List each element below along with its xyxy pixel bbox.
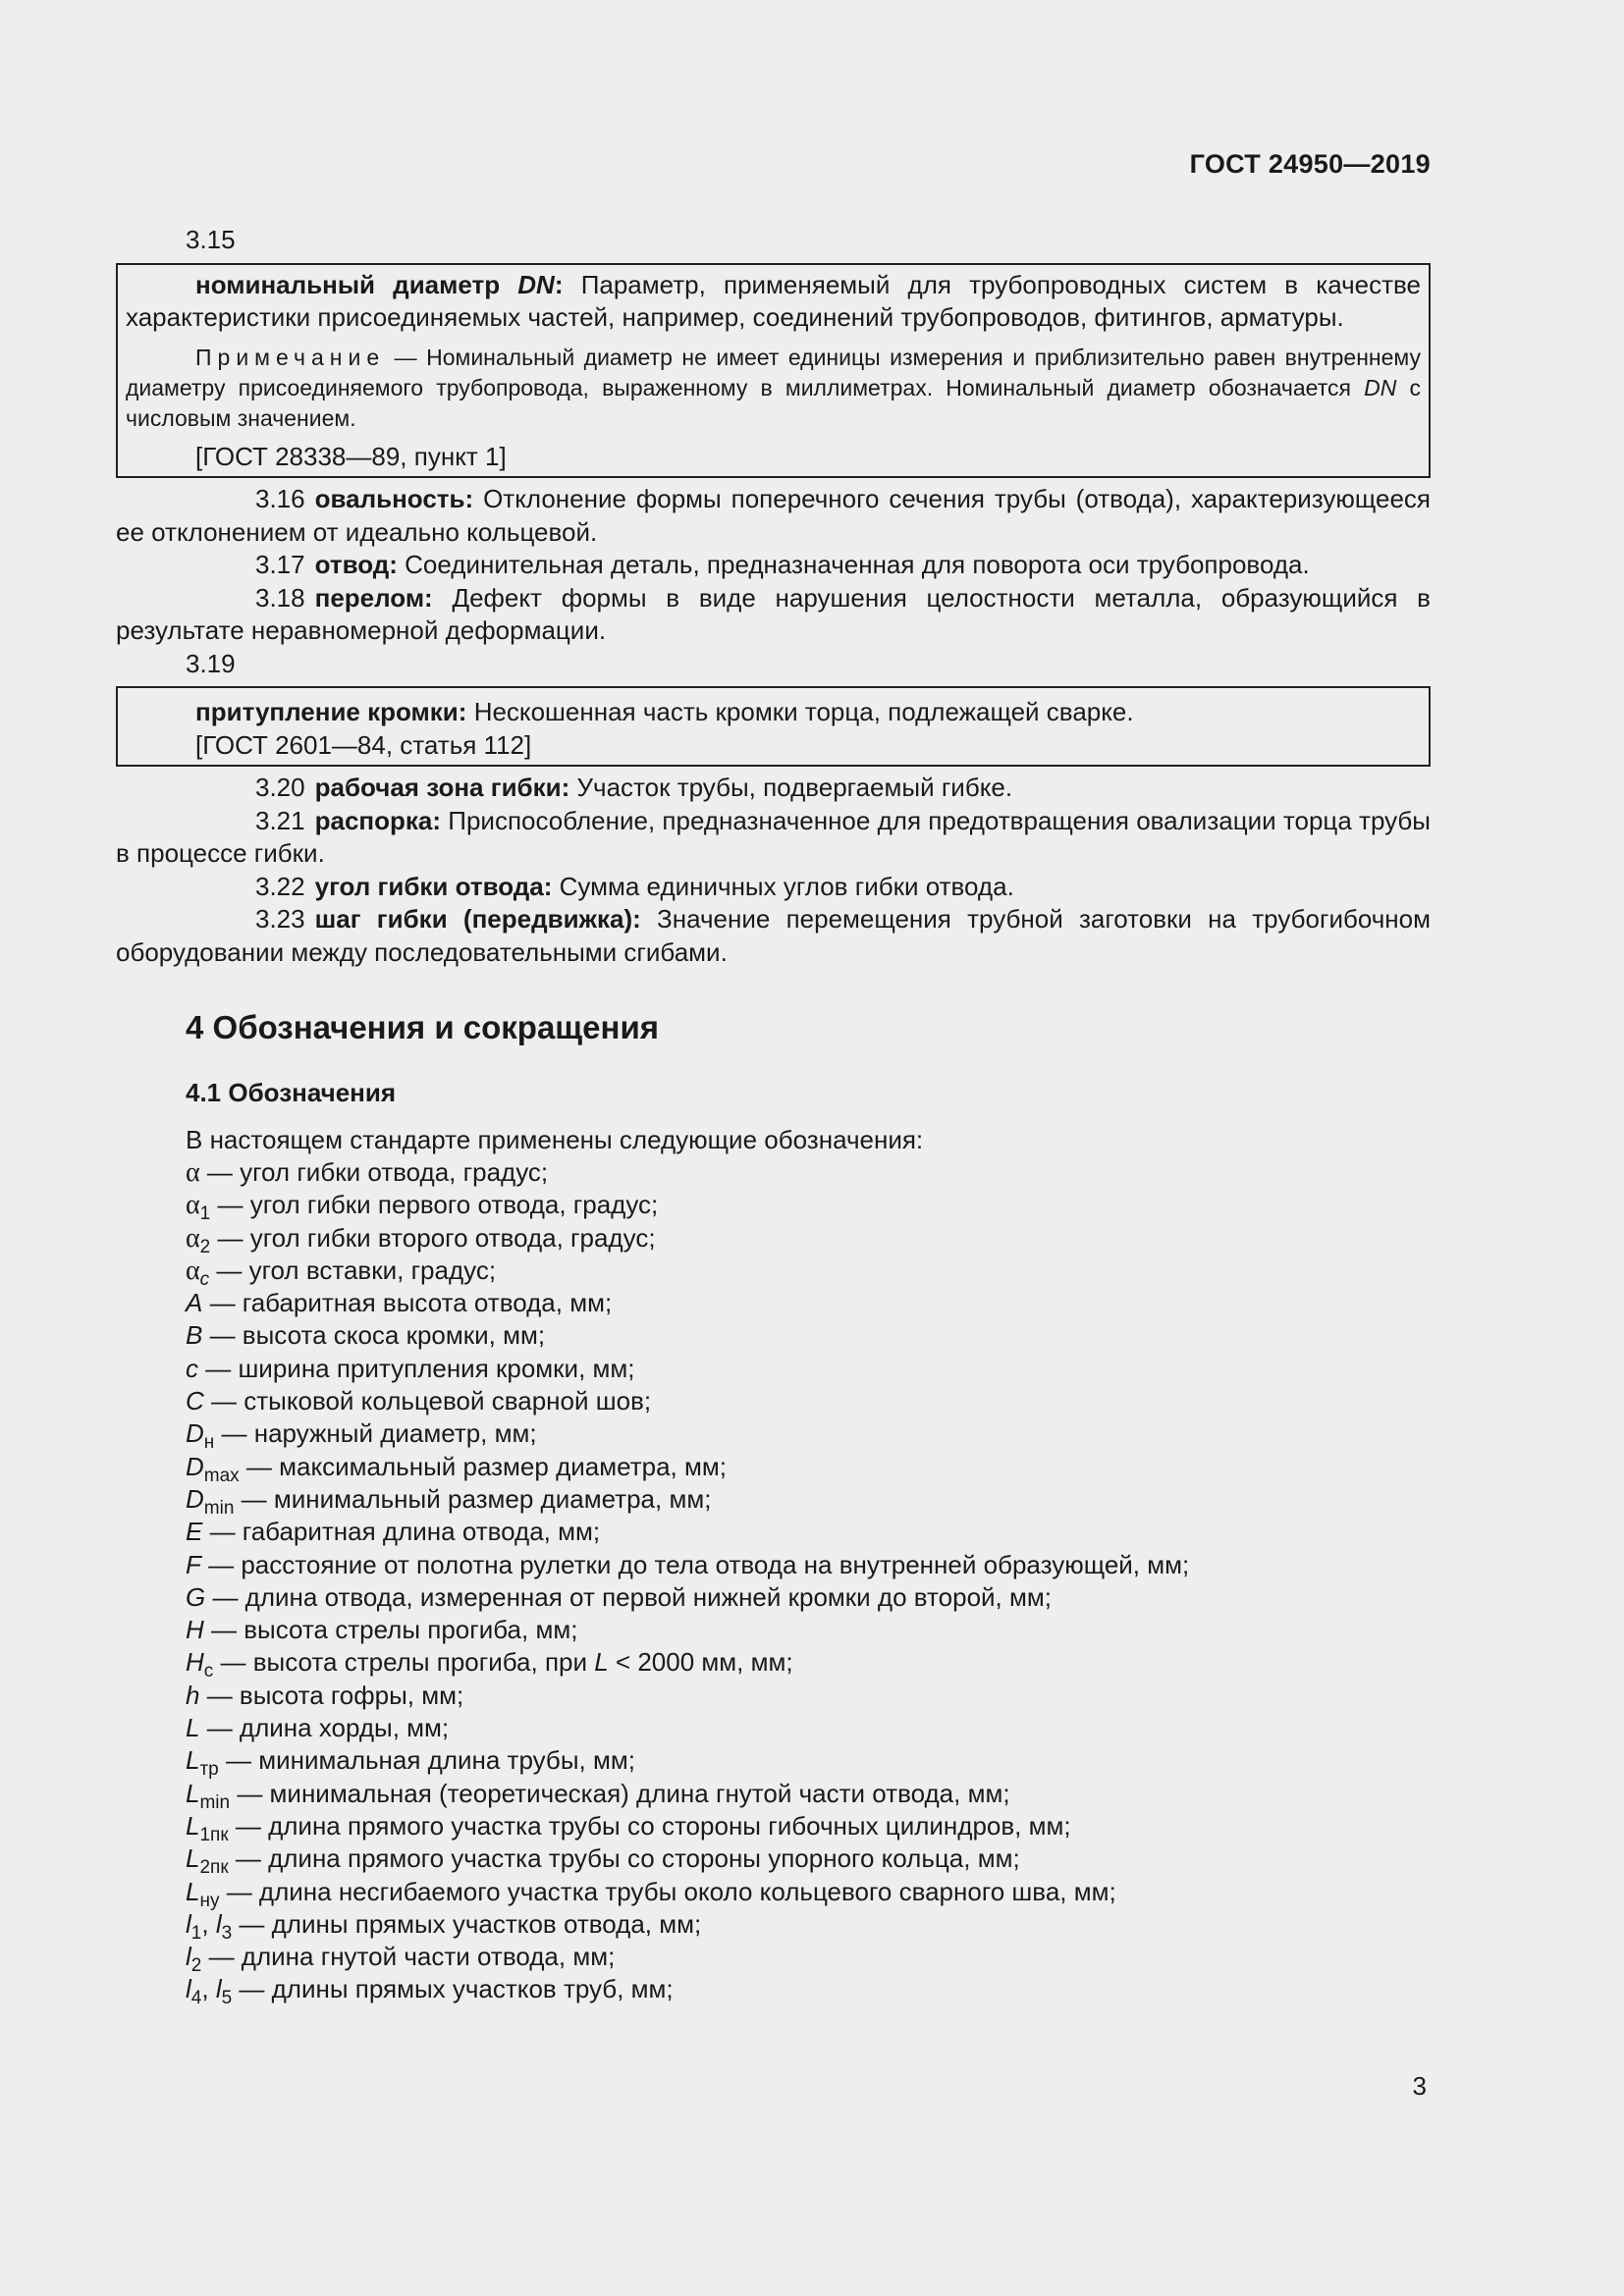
definition: Параметр, применяемый для трубопроводных систем в качестве характеристики присоединяемых частей, например, соединений трубопроводов, фитингов, арматуры. [126,269,1421,332]
symbol-item: $l_1$, $l_3$ — длины прямых участков отвода, мм; [186,1908,702,1944]
symbol-description: — длина гнутой части отвода, мм; [201,1942,616,1972]
symbol-description: — высота скоса кромки, мм; [202,1320,546,1351]
symbol-subscript: н [203,1432,215,1454]
symbol-description: — высота гофры, мм; [199,1680,464,1710]
symbol-description: — ширина притупления кромки, мм; [198,1353,635,1383]
definition: Дефект формы в виде нарушения целостности металла, образующийся в результате неравномерной деформации. [116,582,1431,645]
term: притупление кромки: [195,697,467,726]
symbol-item [186,1483,1431,1519]
symbol: H [186,1615,204,1645]
symbol-item [186,1549,1431,1581]
term: перелом: [314,582,433,613]
symbol: α [186,1222,200,1254]
symbol-item: $l_4$, $l_5$ — длины прямых участков труб, мм; [186,1974,674,2009]
symbol-item [186,1516,1431,1548]
symbol: α [186,1255,200,1286]
symbol: l [186,1908,191,1939]
symbol: A [186,1288,203,1318]
symbol: L [186,1843,200,1874]
definition: Нескошенная часть кромки торца, подлежащей сварке. [473,697,1134,726]
term: рабочая зона гибки: [314,773,570,802]
symbol: l [186,1942,191,1972]
term: овальность: [314,484,474,513]
symbol-item [186,1417,1431,1454]
symbol-subscript: 1 [190,1922,202,1944]
definition-paragraph [126,269,1421,335]
symbol-item [186,1353,1431,1385]
entry-3-22: 3.22 угол гибки отвода: Сумма единичных углов гибки отвода. [255,871,1014,901]
symbol: L [594,1647,609,1678]
symbol-description: — длина хорды, мм; [199,1713,450,1743]
symbol-subscript: 5 [221,1988,233,2009]
symbol-item [186,1451,1431,1486]
symbol: D [186,1483,204,1514]
symbol: L [186,1745,200,1776]
term: номинальный диаметр DN: [195,269,564,299]
symbol: α [186,1157,200,1188]
symbol-description: — высота стрелы прогиба, мм; [203,1615,578,1645]
symbol: D [186,1418,204,1449]
symbol-description: — длина прямого участка трубы со стороны гибочных цилиндров, мм; [228,1810,1071,1841]
definition-paragraph [126,696,1421,729]
definition: Приспособление, предназначенное для предотвращения овализации торца трубы в процессе гибки. [116,805,1431,868]
symbol: E [186,1517,203,1547]
page-number: 3 [1412,2071,1427,2101]
symbol-item [186,1810,1431,1845]
symbol: L [186,1876,200,1906]
symbol-item [186,1287,1431,1319]
symbol-item [186,1581,1431,1614]
symbol: L [186,1778,200,1808]
symbol-item [186,1876,1431,1911]
symbol-item [186,1614,1431,1646]
symbol-description: — максимальный размер диаметра, мм; [239,1451,727,1481]
symbol-subscript: 1пк [199,1824,229,1845]
entry-3-18: 3.18 перелом: Дефект формы в виде нарушения целостности металла, образующийся в результате неравномерной деформации. [116,582,1431,645]
term: отвод: [314,550,398,579]
symbol-description: — минимальная длина трубы, мм; [218,1745,635,1776]
entry-number: 3.19 [186,648,236,678]
symbol-subscript: 2пк [199,1857,229,1879]
symbol-description: — габаритная длина отвода, мм; [202,1517,601,1547]
definition: Отклонение формы поперечного сечения трубы (отвода), характеризующееся ее отклонением от идеально кольцевой. [116,484,1431,547]
symbol-subscript: min [199,1791,231,1813]
symbol-description: — высота стрелы прогиба, при [213,1647,595,1678]
symbol-description: — угол гибки первого отвода, градус; [210,1190,659,1220]
symbol: L [186,1810,200,1841]
symbol-description: — угол вставки, градус; [209,1255,497,1285]
symbol-description: — длина несгибаемого участка трубы около кольцевого сварного шва, мм; [219,1876,1116,1906]
source-citation: [ГОСТ 2601—84, статья 112] [195,729,532,760]
entry-number: 3.15 [186,225,236,254]
symbol-description: — габаритная высота отвода, мм; [202,1288,613,1318]
section-heading: 4 Обозначения и сокращения [186,1009,659,1045]
symbol-subscript: тр [199,1759,219,1781]
term: угол гибки отвода: [314,871,553,901]
symbol-item [186,1941,1431,1977]
symbol: l [186,1974,191,2004]
symbol: G [186,1581,206,1612]
entry-3-20: 3.20 рабочая зона гибки: Участок трубы, подвергаемый гибке. [255,773,1013,802]
symbol-subscript: 4 [190,1988,202,2009]
symbol-item [186,1778,1431,1813]
symbol-subscript: ну [199,1890,220,1911]
symbol-description: — стыковой кольцевой сварной шов; [203,1386,652,1416]
symbol-description: — расстояние от полотна рулетки до тела отвода на внутренней образующей, мм; [200,1549,1190,1579]
symbol: C [186,1386,204,1416]
symbol-description: — длина отвода, измеренная от первой нижней кромки до второй, мм; [205,1581,1052,1612]
definition: Участок трубы, подвергаемый гибке. [576,773,1013,802]
symbol-item [186,1156,1431,1189]
symbol-item [186,1255,1431,1290]
symbol-subscript: max [203,1465,240,1486]
symbol: L [186,1713,200,1743]
symbol-description: — угол гибки второго отвода, градус; [210,1222,656,1253]
entry-3-16: 3.16 овальность: Отклонение формы поперечного сечения трубы (отвода), характеризующееся ее отклонением от идеально кольцевой. [116,484,1431,547]
term: распорка: [314,805,442,835]
symbol-description: — длины прямых участков труб, мм; [232,1974,674,2004]
subsection-heading: 4.1 Обозначения [186,1078,397,1107]
definition: Соединительная деталь, предназначенная для поворота оси трубопровода. [405,550,1310,579]
symbol: h [186,1680,200,1710]
symbol-description: — угол гибки отвода, градус; [199,1157,549,1187]
symbol: c [186,1353,198,1383]
symbol-description: — наружный диаметр, мм; [214,1418,537,1449]
symbol: α [186,1190,200,1221]
symbol-description: — минимальная (теоретическая) длина гнутой части отвода, мм; [230,1778,1010,1808]
symbol-subscript: 2 [199,1236,211,1257]
symbol: H [186,1647,204,1678]
symbol-item [186,1319,1431,1352]
entry-3-23: 3.23 шаг гибки (передвижка): Значение перемещения трубной заготовки на трубогибочном оборудовании между последовательными сгибами. [116,904,1431,967]
symbol: D [186,1451,204,1481]
symbol-item [186,1712,1431,1744]
symbol-item [186,1842,1431,1879]
document-code: ГОСТ 24950—2019 [1189,149,1431,179]
term-symbol: DN [517,269,555,299]
entry-3-17: 3.17 отвод: Соединительная деталь, предназначенная для поворота оси трубопровода. [255,550,1310,579]
symbol-subscript: 3 [221,1922,233,1944]
symbol-item [186,1222,1431,1255]
symbols-intro: В настоящем стандарте применены следующие обозначения: [186,1124,924,1154]
symbol-item [186,1680,1431,1712]
page-content [116,224,1431,2009]
symbol: B [186,1320,203,1351]
symbol-subscript: c [203,1661,214,1682]
note-label: Примечание [195,344,386,370]
symbol: l [215,1974,222,2004]
symbol-description: — длина прямого участка трубы со стороны упорного кольца, мм; [228,1843,1020,1874]
symbol-item [186,1189,1431,1225]
symbol-item [186,1646,1431,1682]
symbols-list [186,1156,1431,2009]
symbol-subscript: 1 [199,1203,211,1225]
note-symbol: DN [1364,374,1397,400]
symbol-description: < 2000 мм, мм; [608,1647,793,1678]
symbol-subscript: 2 [190,1955,202,1977]
note: Примечание — Номинальный диаметр не имеет единицы измерения и приблизительно равен внутреннему диаметру присоединяемого трубопровода, выраженному в миллиметрах. Номинальный диаметр обозначается DN с числовым значением. [126,344,1421,431]
entry-3-21: 3.21 распорка: Приспособление, предназначенное для предотвращения овализации торца трубы в процессе гибки. [116,805,1431,868]
definition: Значение перемещения трубной заготовки на трубогибочном оборудовании между последовательными сгибами. [116,904,1431,967]
symbol-subscript: c [199,1268,210,1290]
symbol-description: — длины прямых участков отвода, мм; [232,1908,702,1939]
symbol-item [186,1385,1431,1417]
definition-box-3-15 [116,263,1431,479]
definition: Сумма единичных углов гибки отвода. [559,871,1014,901]
definition-box-3-19 [116,686,1431,767]
source-citation: [ГОСТ 28338—89, пункт 1] [195,441,507,471]
symbol-item [186,1744,1431,1781]
symbol: F [186,1549,201,1579]
symbol: l [215,1908,222,1939]
symbol-subscript: min [203,1497,235,1519]
symbol-description: — минимальный размер диаметра, мм; [234,1483,712,1514]
term: шаг гибки (передвижка): [314,904,641,934]
